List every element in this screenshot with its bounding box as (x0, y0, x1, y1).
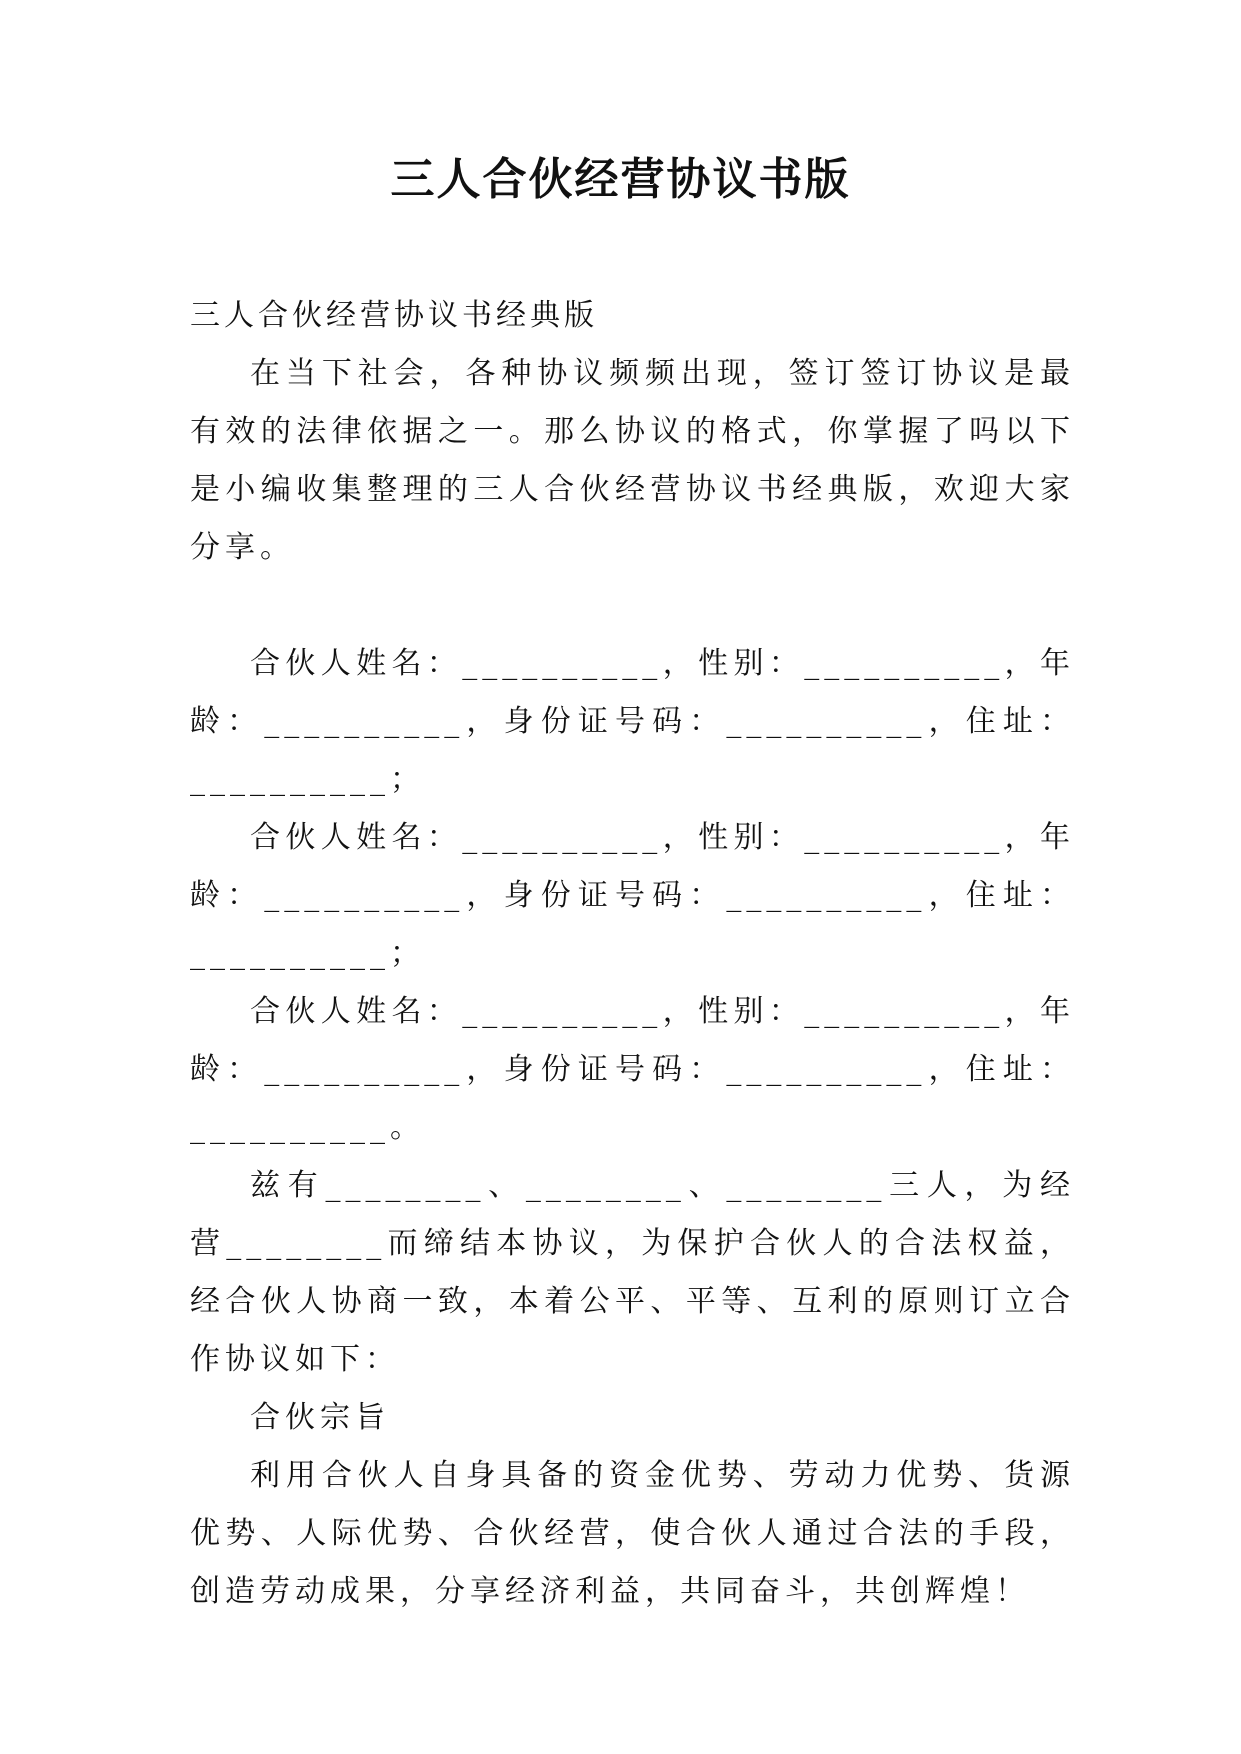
intro-paragraph: 在当下社会，各种协议频频出现，签订签订协议是最有效的法律依据之一。那么协议的格式，你掌握了吗以下是小编收集整理的三人合伙经营协议书经典版，欢迎大家分享。 (190, 356, 1075, 565)
partner-1-info: 合伙人姓名：__________，性别：__________，年龄：__________，身份证号码：__________，住址：__________； (190, 646, 1075, 797)
document-subtitle: 三人合伙经营协议书经典版 (190, 298, 598, 333)
preamble-paragraph: 兹有________、________、________三人，为经营________而缔结本协议，为保护合伙人的合法权益，经合伙人协商一致，本着公平、平等、互利的原则订立合作协议如下： (190, 1168, 1075, 1377)
partner-3-info: 合伙人姓名：__________，性别：__________，年龄：__________，身份证号码：__________，住址：__________。 (190, 994, 1075, 1145)
section-body: 利用合伙人自身具备的资金优势、劳动力优势、货源优势、人际优势、合伙经营，使合伙人通过合法的手段，创造劳动成果，分享经济利益，共同奋斗，共创辉煌！ (190, 1458, 1075, 1609)
document-title: 三人合伙经营协议书版 (390, 154, 851, 205)
paragraph-spacer (190, 577, 1075, 635)
section-heading: 合伙宗旨 (250, 1400, 390, 1435)
document-body (190, 287, 1075, 1621)
partner-2-info: 合伙人姓名：__________，性别：__________，年龄：__________，身份证号码：__________，住址：__________； (190, 820, 1075, 971)
